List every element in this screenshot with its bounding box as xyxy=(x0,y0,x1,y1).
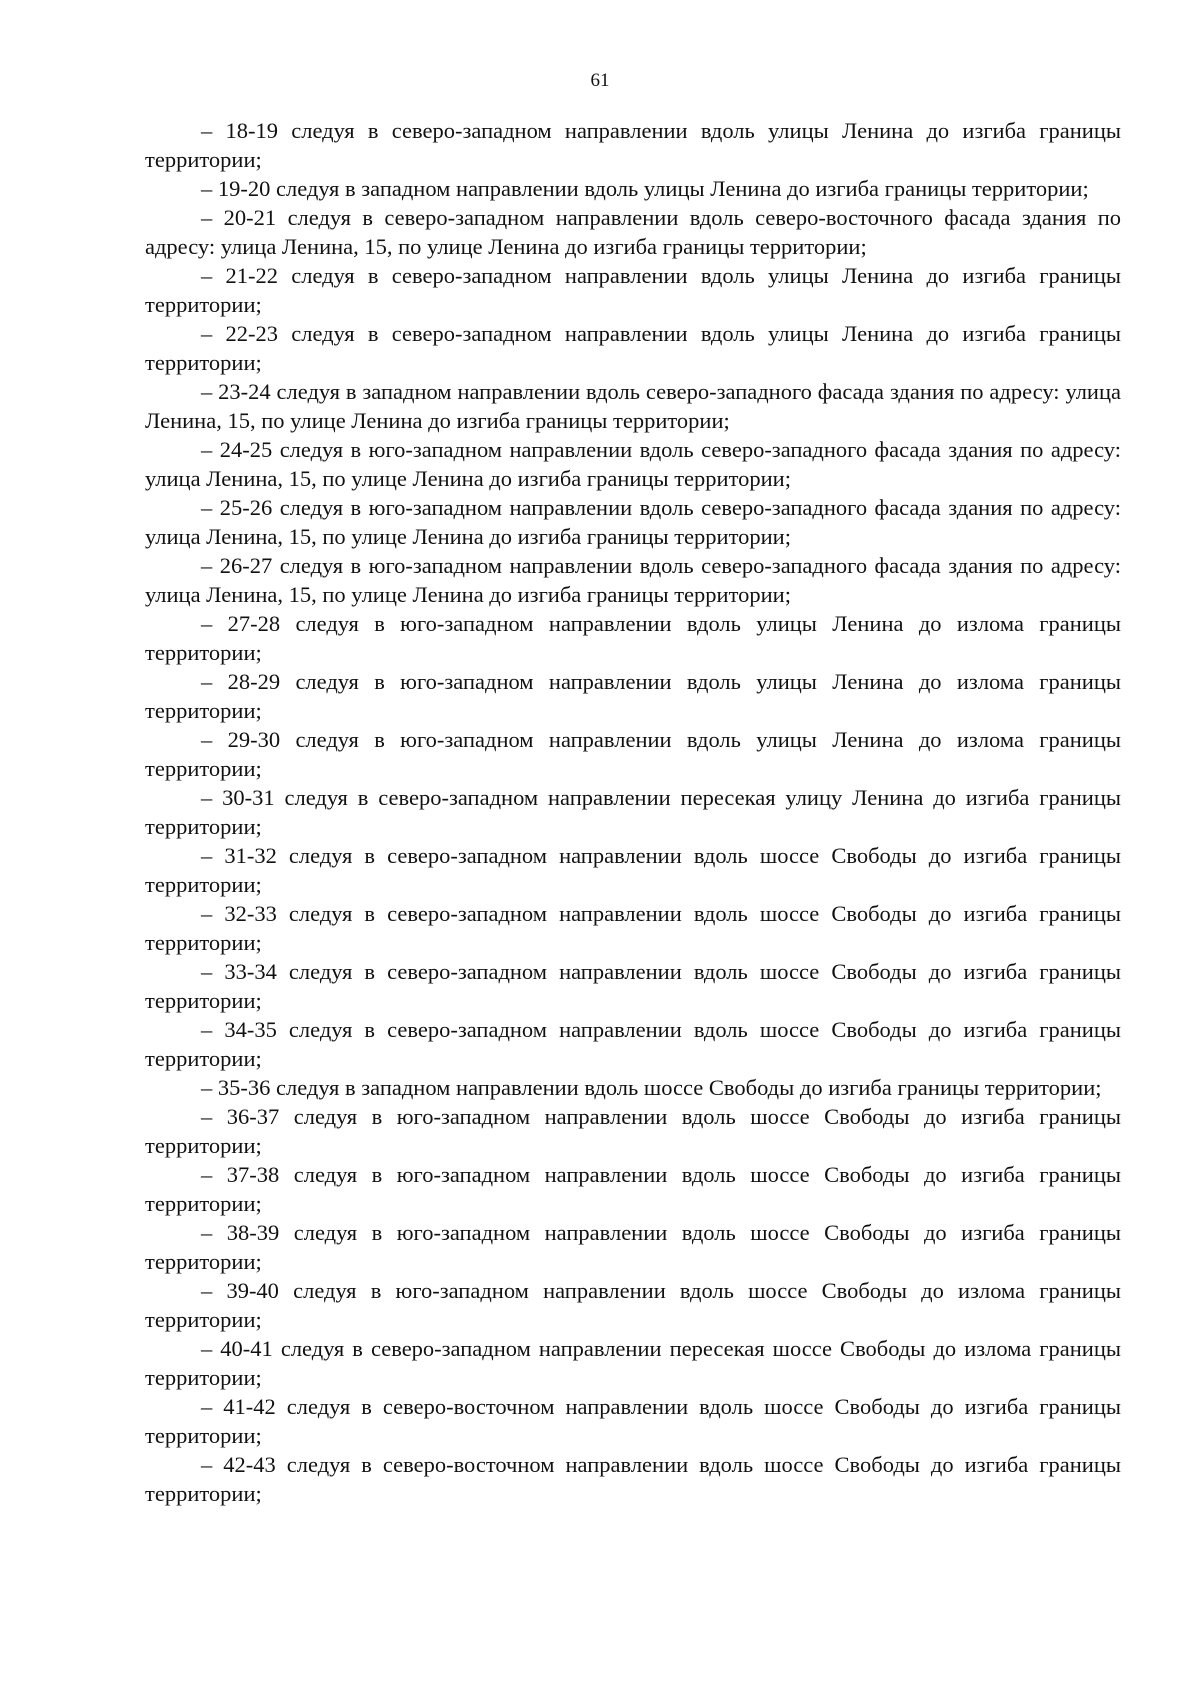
boundary-segment-paragraph: – 18-19 следуя в северо-западном направлении вдоль улицы Ленина до изгиба границы территории; xyxy=(145,118,1121,172)
boundary-segment-paragraph: – 20-21 следуя в северо-западном направлении вдоль северо-восточного фасада здания по адресу: улица Ленина, 15, по улице Ленина до изгиба границы территории; xyxy=(145,205,1121,259)
boundary-segment-paragraph: – 26-27 следуя в юго-западном направлении вдоль северо-западного фасада здания по адресу: улица Ленина, 15, по улице Ленина до изгиба границы территории; xyxy=(145,553,1121,607)
boundary-segment-paragraph: – 37-38 следуя в юго-западном направлении вдоль шоссе Свободы до изгиба границы территории; xyxy=(145,1162,1121,1216)
boundary-segment-paragraph: – 32-33 следуя в северо-западном направлении вдоль шоссе Свободы до изгиба границы территории; xyxy=(145,901,1121,955)
boundary-segment-paragraph: – 27-28 следуя в юго-западном направлении вдоль улицы Ленина до излома границы территории; xyxy=(145,611,1121,665)
boundary-segment-paragraph: – 30-31 следуя в северо-западном направлении пересекая улицу Ленина до изгиба границы территории; xyxy=(145,785,1121,839)
boundary-segment-paragraph: – 39-40 следуя в юго-западном направлении вдоль шоссе Свободы до излома границы территории; xyxy=(145,1278,1121,1332)
boundary-segment-paragraph: – 29-30 следуя в юго-западном направлении вдоль улицы Ленина до излома границы территории; xyxy=(145,727,1121,781)
boundary-segment-paragraph: – 23-24 следуя в западном направлении вдоль северо-западного фасада здания по адресу: улица Ленина, 15, по улице Ленина до изгиба границы территории; xyxy=(145,379,1121,433)
boundary-segment-paragraph: – 40-41 следуя в северо-западном направлении пересекая шоссе Свободы до излома границы территории; xyxy=(145,1336,1121,1390)
boundary-segment-paragraph: – 31-32 следуя в северо-западном направлении вдоль шоссе Свободы до изгиба границы территории; xyxy=(145,843,1121,897)
boundary-segment-paragraph: – 21-22 следуя в северо-западном направлении вдоль улицы Ленина до изгиба границы территории; xyxy=(145,263,1121,317)
boundary-segment-paragraph: – 34-35 следуя в северо-западном направлении вдоль шоссе Свободы до изгиба границы территории; xyxy=(145,1017,1121,1071)
boundary-segment-paragraph: – 19-20 следуя в западном направлении вдоль улицы Ленина до изгиба границы территории; xyxy=(201,176,1089,201)
boundary-segment-paragraph: – 24-25 следуя в юго-западном направлении вдоль северо-западного фасада здания по адресу: улица Ленина, 15, по улице Ленина до изгиба границы территории; xyxy=(145,437,1121,491)
boundary-segment-paragraph: – 42-43 следуя в северо-восточном направлении вдоль шоссе Свободы до изгиба границы территории; xyxy=(145,1452,1121,1506)
boundary-segment-paragraph: – 35-36 следуя в западном направлении вдоль шоссе Свободы до изгиба границы территории; xyxy=(201,1075,1102,1100)
boundary-segment-paragraph: – 25-26 следуя в юго-западном направлении вдоль северо-западного фасада здания по адресу: улица Ленина, 15, по улице Ленина до изгиба границы территории; xyxy=(145,495,1121,549)
boundary-segment-paragraph: – 38-39 следуя в юго-западном направлении вдоль шоссе Свободы до изгиба границы территории; xyxy=(145,1220,1121,1274)
document-body xyxy=(145,116,1121,1508)
boundary-segment-paragraph: – 36-37 следуя в юго-западном направлении вдоль шоссе Свободы до изгиба границы территории; xyxy=(145,1104,1121,1158)
boundary-segment-paragraph: – 28-29 следуя в юго-западном направлении вдоль улицы Ленина до излома границы территории; xyxy=(145,669,1121,723)
boundary-segment-paragraph: – 22-23 следуя в северо-западном направлении вдоль улицы Ленина до изгиба границы территории; xyxy=(145,321,1121,375)
page-number: 61 xyxy=(590,70,610,91)
boundary-segment-paragraph: – 41-42 следуя в северо-восточном направлении вдоль шоссе Свободы до изгиба границы территории; xyxy=(145,1394,1121,1448)
boundary-segment-paragraph: – 33-34 следуя в северо-западном направлении вдоль шоссе Свободы до изгиба границы территории; xyxy=(145,959,1121,1013)
